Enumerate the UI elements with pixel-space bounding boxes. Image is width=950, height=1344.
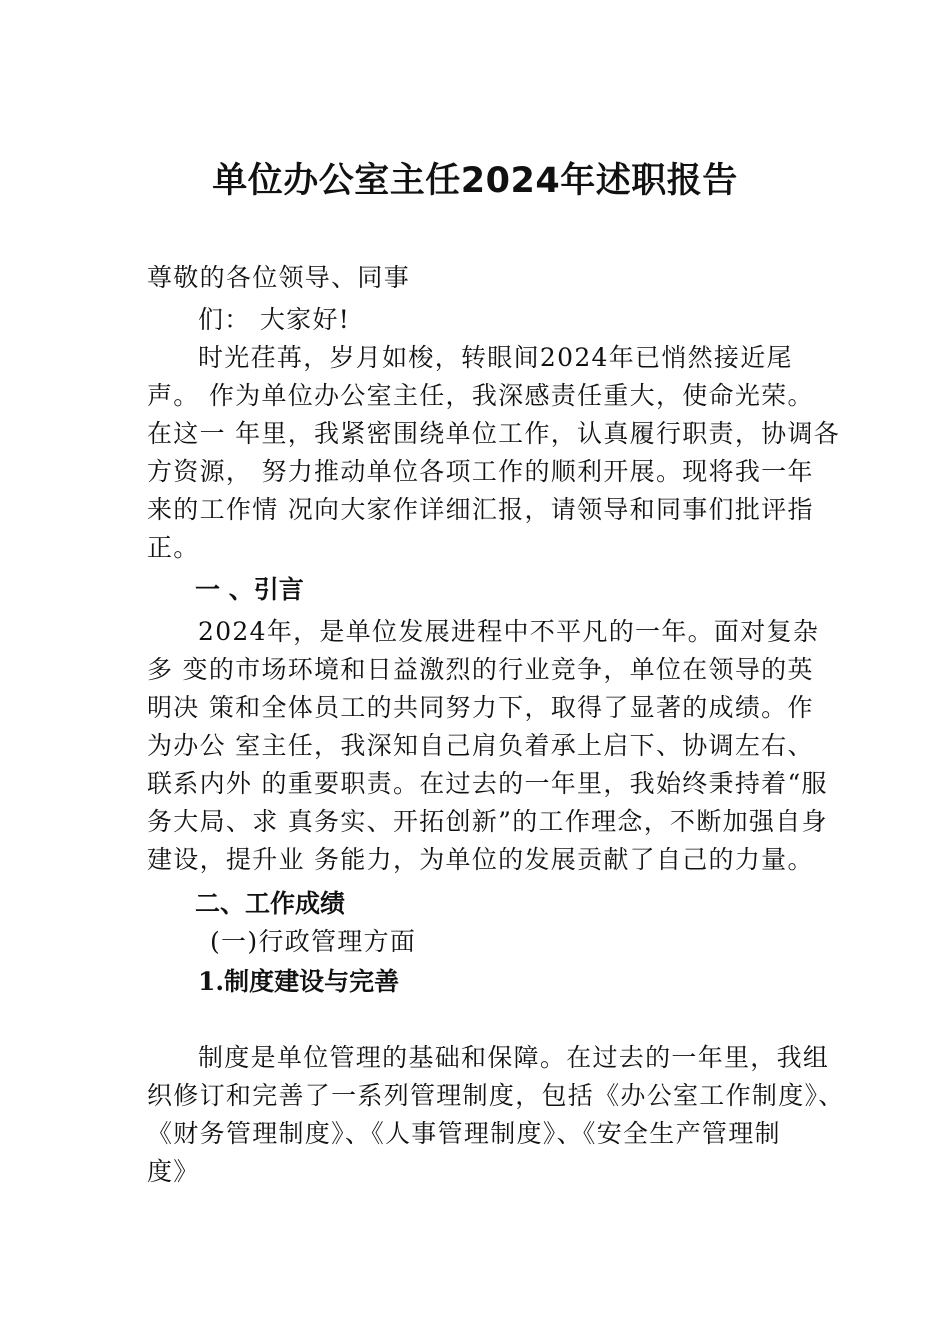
paragraph-line: 织修订和完善了一系列管理制度，包括《办公室工作制度》、	[147, 1081, 845, 1110]
section-2-subheading: (一)行政管理方面	[210, 927, 417, 956]
paragraph-line: 多 变的市场环境和日益激烈的行业竞争，单位在领导的英	[147, 655, 814, 684]
paragraph-line: 声。 作为单位办公室主任，我深感责任重大，使命光荣。	[147, 381, 814, 410]
paragraph-line: 2024年，是单位发展进程中不平凡的一年。面对复杂	[198, 617, 820, 646]
section-2-heading: 二、工作成绩	[195, 889, 346, 918]
section-1-heading: 一 、引言	[195, 575, 304, 604]
paragraph-line: 联系内外 的重要职责。在过去的一年里，我始终秉持着“服	[147, 769, 828, 798]
paragraph-line: 建设，提升业 务能力，为单位的发展贡献了自己的力量。	[147, 845, 814, 874]
item-1-heading: 1.制度建设与完善	[198, 967, 400, 996]
paragraph-line: 方资源， 努力推动单位各项工作的顺利开展。现将我一年	[147, 457, 814, 486]
paragraph-line: 明决 策和全体员工的共同努力下，取得了显著的成绩。作	[147, 693, 814, 722]
page-title: 单位办公室主任2024年述职报告	[212, 161, 738, 201]
paragraph-line: 在这一 年里，我紧密围绕单位工作，认真履行职责，协调各	[147, 419, 841, 448]
paragraph-line: 为办公 室主任，我深知自己肩负着承上启下、协调左右、	[147, 731, 814, 760]
paragraph-line: 度》	[147, 1157, 200, 1186]
paragraph-line: 制度是单位管理的基础和保障。在过去的一年里，我组	[198, 1043, 830, 1072]
paragraph-line: 《财务管理制度》、《人事管理制度》、《安全生产管理制	[147, 1119, 781, 1148]
paragraph-line: 来的工作情 况向大家作详细汇报，请领导和同事们批评指	[147, 495, 814, 524]
paragraph-line: 时光荏苒，岁月如梭，转眼间2024年已悄然接近尾	[198, 343, 793, 372]
paragraph-line: 正。	[147, 533, 200, 562]
greeting-line-1: 尊敬的各位领导、同事	[147, 263, 411, 292]
paragraph-line: 务大局、求 真务实、开拓创新”的工作理念，不断加强自身	[147, 807, 828, 836]
greeting-line-2: 们： 大家好!	[198, 305, 351, 334]
